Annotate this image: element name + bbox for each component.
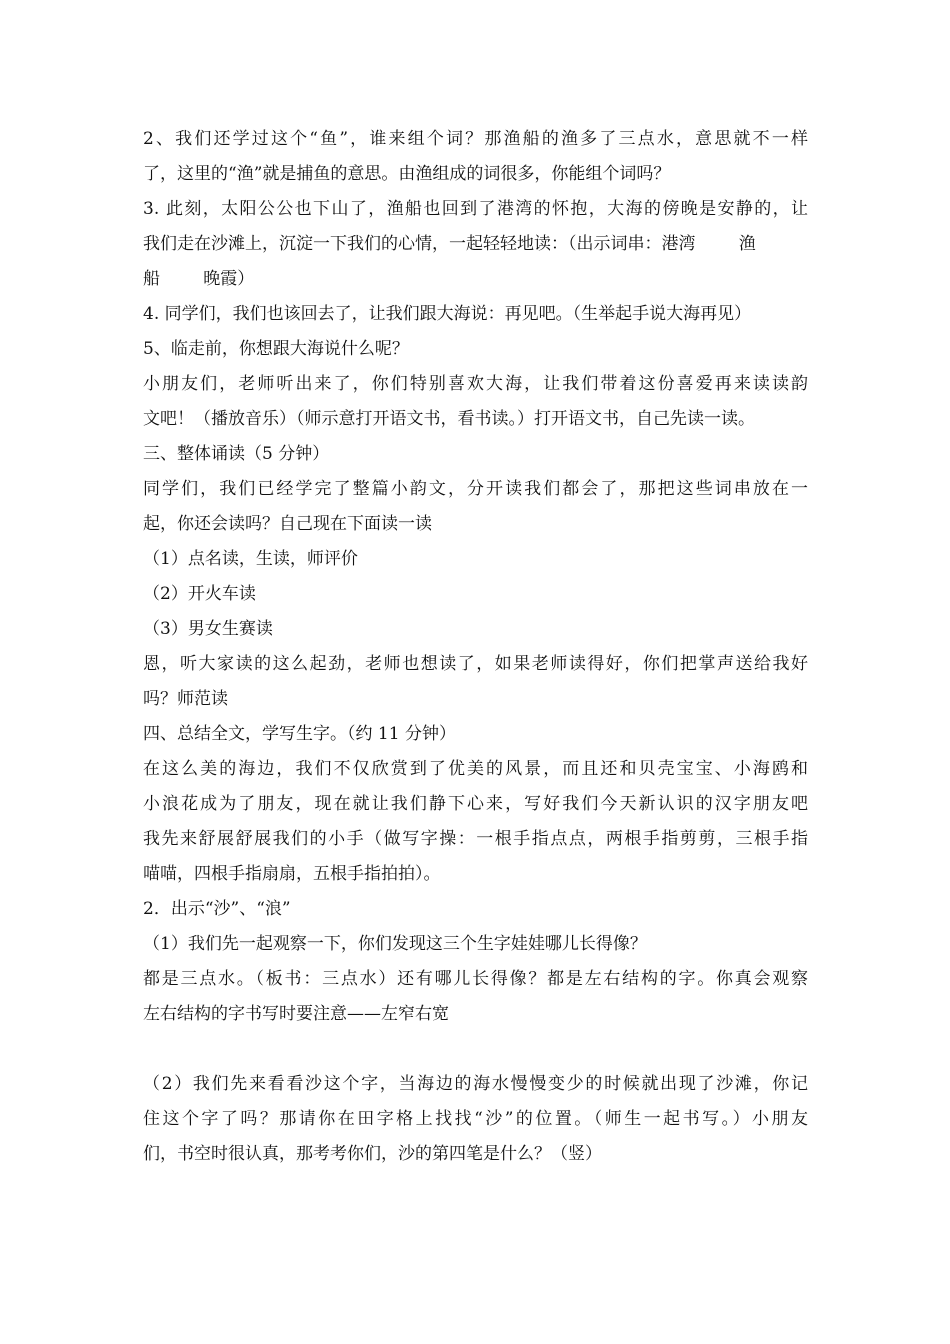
document-body bbox=[143, 122, 808, 1172]
text-line: 都是三点水。（板书：三点水）还有哪儿长得像？都是左右结构的字。你真会观察 bbox=[143, 969, 808, 989]
text-line: 我先来舒展舒展我们的小手（做写字操：一根手指点点，两根手指剪剪，三根手指 bbox=[143, 829, 808, 849]
list-item: （1）点名读，生读，师评价 bbox=[143, 549, 358, 569]
text-line: 船 晚霞） bbox=[143, 269, 255, 289]
section-heading: 四、总结全文，学写生字。（约 11 分钟） bbox=[143, 724, 456, 744]
text-line: 小朋友们，老师听出来了，你们特别喜欢大海，让我们带着这份喜爱再来读读韵 bbox=[143, 374, 808, 394]
text-line: 恩，听大家读的这么起劲，老师也想读了，如果老师读得好，你们把掌声送给我好 bbox=[143, 654, 808, 674]
text-line: 2．出示“沙”、“浪” bbox=[143, 899, 291, 919]
text-line: 们，书空时很认真，那考考你们，沙的第四笔是什么？（竖） bbox=[143, 1144, 602, 1164]
text-line: 5、临走前，你想跟大海说什么呢？ bbox=[143, 339, 409, 359]
text-line: 在这么美的海边，我们不仅欣赏到了优美的风景，而且还和贝壳宝宝、小海鸥和 bbox=[143, 759, 808, 779]
text-line: 左右结构的字书写时要注意——左窄右宽 bbox=[143, 1004, 449, 1024]
list-item: （3）男女生赛读 bbox=[143, 619, 273, 639]
list-item: （1）我们先一起观察一下，你们发现这三个生字娃娃哪儿长得像？ bbox=[143, 934, 647, 954]
text-line: 住这个字了吗？那请你在田字格上找找“沙”的位置。（师生一起书写。）小朋友 bbox=[143, 1109, 808, 1129]
text-line: 3. 此刻，太阳公公也下山了，渔船也回到了港湾的怀抱，大海的傍晚是安静的，让 bbox=[143, 199, 808, 219]
text-line: 2、我们还学过这个“鱼”，谁来组个词？那渔船的渔多了三点水，意思就不一样 bbox=[143, 129, 808, 149]
text-line: 4. 同学们，我们也该回去了，让我们跟大海说：再见吧。（生举起手说大海再见） bbox=[143, 304, 752, 324]
text-line: 同学们，我们已经学完了整篇小韵文，分开读我们都会了，那把这些词串放在一 bbox=[143, 479, 808, 499]
list-item: （2）开火车读 bbox=[143, 584, 256, 604]
blank-line bbox=[143, 1032, 808, 1067]
text-line: 我们走在沙滩上，沉淀一下我们的心情，一起轻轻地读：（出示词串：港湾 渔 bbox=[143, 234, 756, 254]
text-line: 小浪花成为了朋友，现在就让我们静下心来，写好我们今天新认识的汉字朋友吧 bbox=[143, 794, 808, 814]
section-heading: 三、整体诵读（5 分钟） bbox=[143, 444, 330, 464]
text-line: 文吧！（播放音乐）（师示意打开语文书，看书读。）打开语文书，自己先读一读。 bbox=[143, 409, 755, 429]
text-line: 喵喵，四根手指扇扇，五根手指拍拍）。 bbox=[143, 864, 441, 884]
text-line: 起，你还会读吗？自己现在下面读一读 bbox=[143, 514, 432, 534]
text-line: 吗？师范读 bbox=[143, 689, 228, 709]
text-line: 了，这里的“渔”就是捕鱼的意思。由渔组成的词很多，你能组个词吗？ bbox=[143, 164, 671, 184]
list-item: （2）我们先来看看沙这个字，当海边的海水慢慢变少的时候就出现了沙滩，你记 bbox=[143, 1074, 808, 1094]
